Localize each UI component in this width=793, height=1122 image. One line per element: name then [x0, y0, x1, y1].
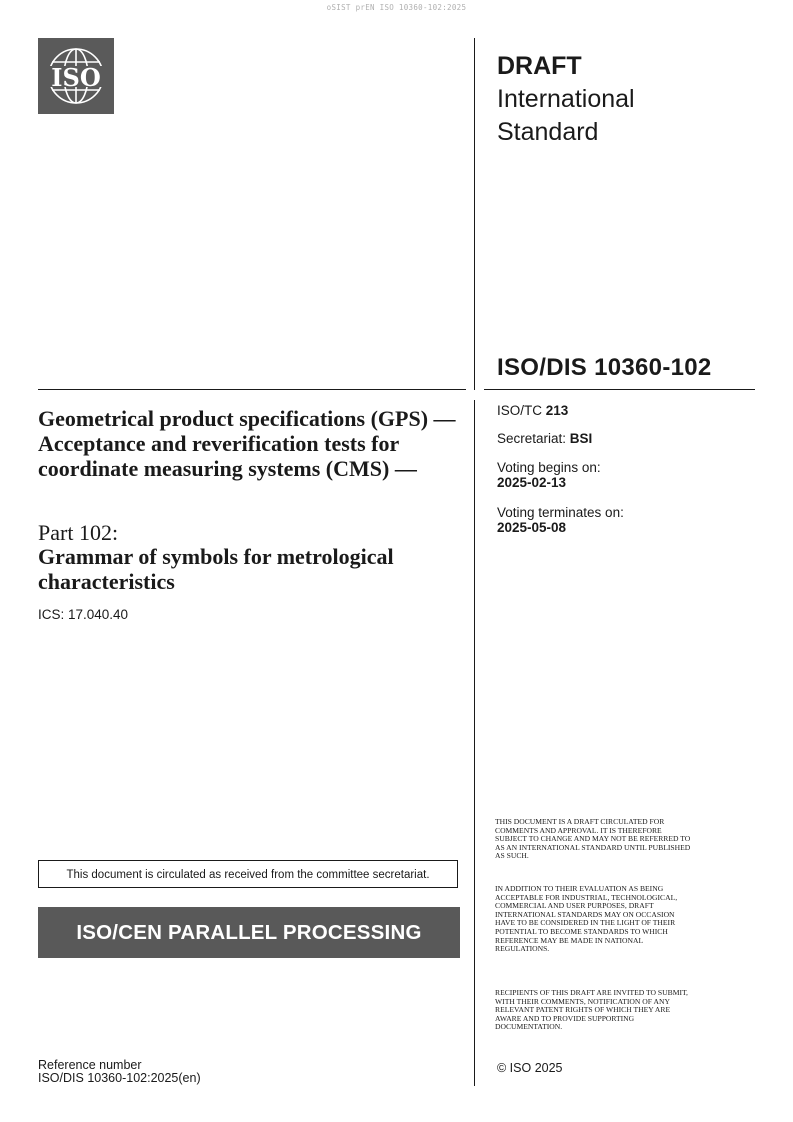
- disclaimer-paragraph-3: RECIPIENTS OF THIS DRAFT ARE INVITED TO SUBMIT, WITH THEIR COMMENTS, NOTIFICATION OF ANY RELEVANT PATENT RIGHTS OF WHICH THEY ARE AWARE AND TO PROVIDE SUPPORTING DOCUMENTATION.: [495, 988, 688, 1032]
- tc-label: ISO/TC: [497, 403, 546, 418]
- iso-globe-icon: [38, 38, 114, 114]
- reference-value: ISO/DIS 10360-102:2025(en): [38, 1071, 201, 1085]
- reference-label: Reference number: [38, 1058, 142, 1072]
- voting-terminates-date: 2025-05-08: [497, 520, 567, 535]
- iso-logo: [38, 38, 114, 114]
- document-number: ISO/DIS 10360-102: [497, 354, 712, 381]
- parallel-processing-banner: ISO/CEN PARALLEL PROCESSING: [38, 907, 460, 958]
- reference-number: [38, 1059, 201, 1085]
- secretariat-label: Secretariat:: [497, 431, 570, 446]
- secretariat-value: BSI: [569, 431, 593, 446]
- vertical-divider-top: [474, 38, 475, 390]
- voting-begins-date: 2025-02-13: [497, 475, 567, 490]
- tc-value: 213: [545, 403, 569, 418]
- disclaimer-paragraph-2: IN ADDITION TO THEIR EVALUATION AS BEING ACCEPTABLE FOR INDUSTRIAL, TECHNOLOGICAL, COMMERCIAL AND USER PURPOSES, DRAFT INTERNATIONAL STANDARDS MAY ON OCCASION HAVE TO BE CONSIDERED IN THE LIGHT OF THEIR POTENTIAL TO BECOME STANDARDS TO WHICH REFERENCE MAY BE MADE IN NATIONAL REGULATIONS.: [495, 884, 678, 954]
- part-subtitle: Grammar of symbols for metrological characteristics: [38, 544, 394, 594]
- copyright: © ISO 2025: [497, 1061, 563, 1075]
- horizontal-rule-left: [38, 389, 466, 390]
- document-type-heading: [497, 50, 635, 149]
- document-title: Geometrical product specifications (GPS) — Acceptance and reverification tests for coordinate measuring systems (CMS) —: [38, 406, 456, 481]
- voting-terminates-label: Voting terminates on:: [497, 505, 624, 520]
- voting-terminates: [497, 505, 624, 535]
- international-label: International: [497, 85, 635, 113]
- circulation-notice: This document is circulated as received from the committee secretariat.: [38, 860, 458, 888]
- secretariat: [497, 431, 592, 446]
- disclaimer-paragraph-1: THIS DOCUMENT IS A DRAFT CIRCULATED FOR COMMENTS AND APPROVAL. IT IS THEREFORE SUBJECT TO CHANGE AND MAY NOT BE REFERRED TO AS AN INTERNATIONAL STANDARD UNTIL PUBLISHED AS SUCH.: [495, 817, 691, 861]
- voting-begins-label: Voting begins on:: [497, 460, 601, 475]
- voting-begins: [497, 460, 601, 490]
- vertical-divider-bottom: [474, 400, 475, 1086]
- technical-committee: [497, 403, 568, 418]
- draft-label: DRAFT: [497, 52, 582, 80]
- horizontal-rule-right: [484, 389, 755, 390]
- part-label: Part 102:: [38, 520, 119, 545]
- standard-label: Standard: [497, 118, 599, 146]
- watermark: oSIST prEN ISO 10360-102:2025: [326, 3, 467, 12]
- logo-text: ISO: [51, 63, 101, 92]
- ics-code: ICS: 17.040.40: [38, 607, 129, 622]
